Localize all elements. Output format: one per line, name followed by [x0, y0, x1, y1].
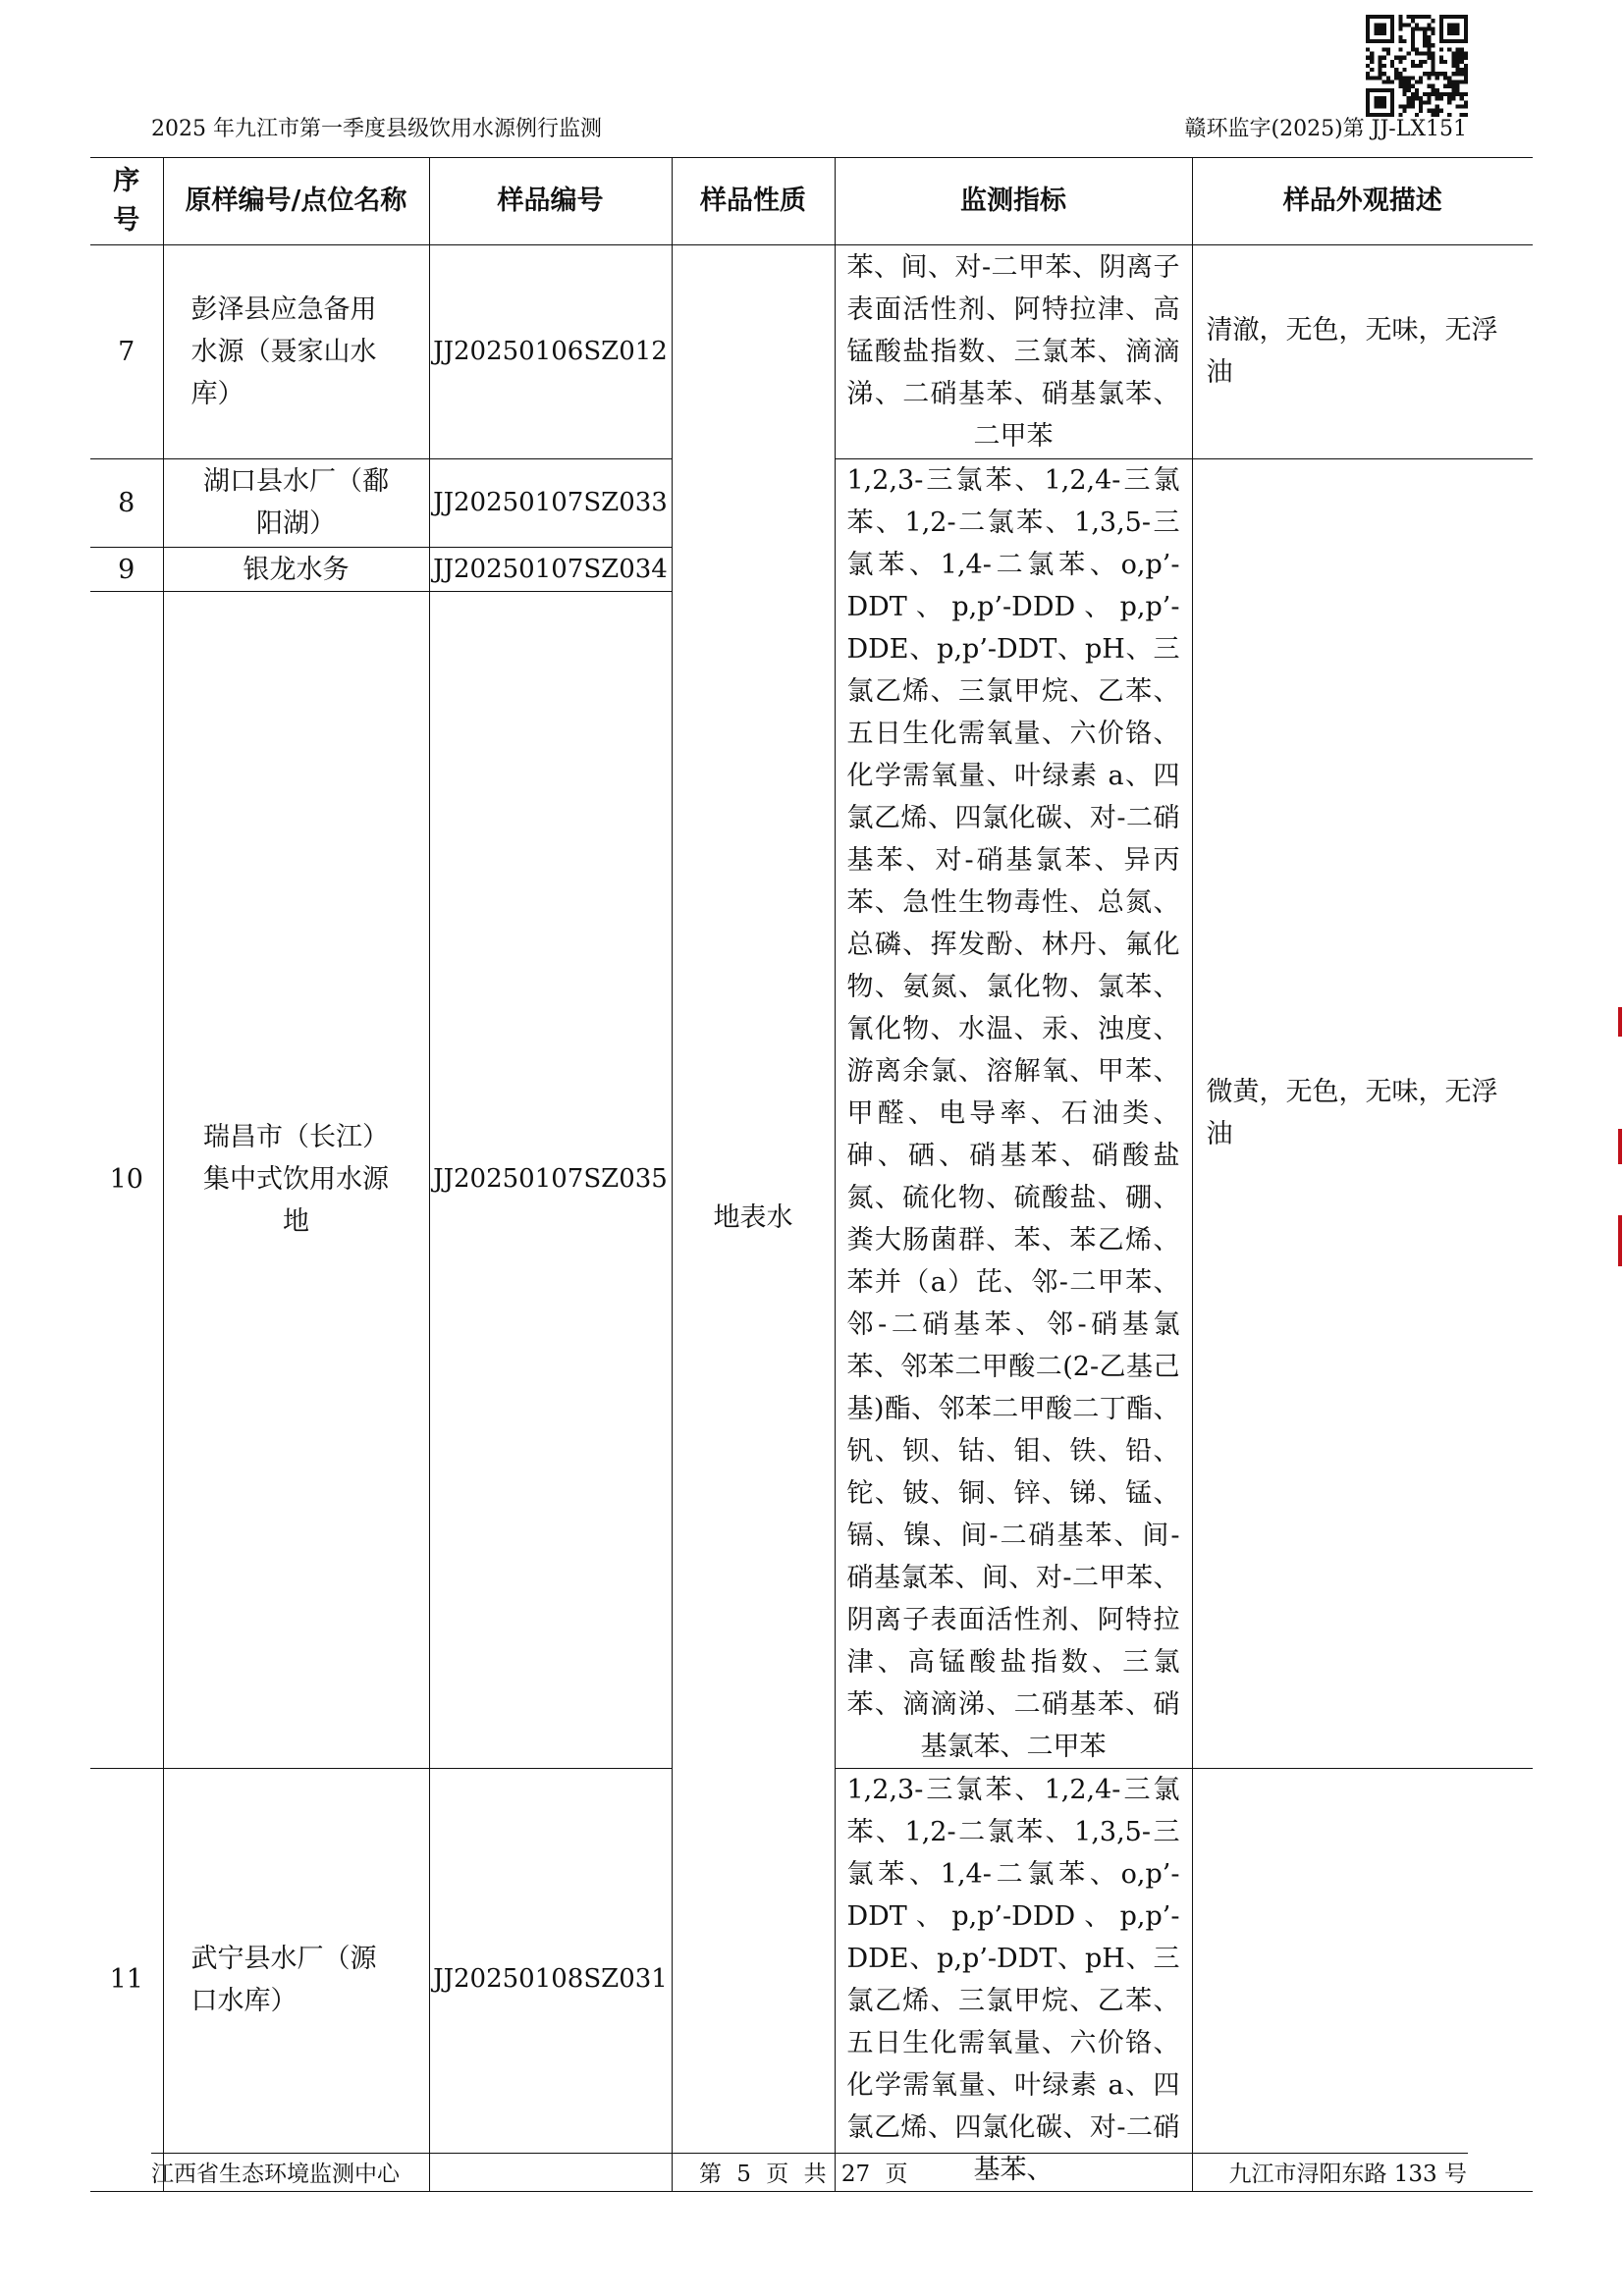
footer-address: 九江市浔阳东路 133 号 — [1228, 2162, 1467, 2187]
site-name: 湖口县水厂（鄱阳湖） — [163, 458, 429, 548]
appearance: 清澈，无色，无味，无浮油 — [1192, 244, 1533, 458]
appearance — [1192, 1768, 1533, 2191]
appearance: 微黄，无色，无味，无浮油 — [1192, 458, 1533, 1768]
col-header-nature: 样品性质 — [672, 158, 835, 244]
row-no: 10 — [90, 592, 163, 1768]
sample-nature: 地表水 — [672, 244, 835, 2191]
sample-id: JJ20250106SZ012 — [429, 244, 672, 458]
site-name: 瑞昌市（长江）集中式饮用水源地 — [163, 592, 429, 1768]
col-header-sample-id: 样品编号 — [429, 158, 672, 244]
indicators: 1,2,3-三氯苯、1,2,4-三氯苯、1,2-二氯苯、1,3,5-三氯苯、1,4-二氯苯、o,p’-DDT、p,p’-DDD、p,p’-DDE、p,p’-DDT、pH、三氯乙烯、三氯甲烷、乙苯、五日生化需氧量、六价铬、化学需氧量、叶绿素 a、四氯乙烯、四氯化碳、对-二硝基苯、对-硝基氯苯、异丙苯、急性生物毒性、总氮、总磷、挥发酚、林丹、氟化物、氨氮、氯化物、氯苯、氰化物、水温、汞、浊度、游离余氯、溶解氧、甲苯、甲醛、电导率、石油类、砷、硒、硝基苯、硝酸盐氮、硫化物、硫酸盐、硼、粪大肠菌群、苯、苯乙烯、苯并（a）芘、邻-二甲苯、邻-二硝基苯、邻-硝基氯苯、邻苯二甲酸二(2-乙基己基)酯、邻苯二甲酸二丁酯、钒、钡、钴、钼、铁、铅、铊、铍、铜、锌、锑、锰、镉、镍、间-二硝基苯、间-硝基氯苯、间、对-二甲苯、阴离子表面活性剂、阿特拉津、高锰酸盐指数、三氯苯、滴滴涕、二硝基苯、硝基氯苯、二甲苯 — [835, 458, 1192, 1768]
site-name: 武宁县水厂（源口水库） — [163, 1768, 429, 2191]
sample-id: JJ20250107SZ033 — [429, 458, 672, 548]
site-name: 银龙水务 — [163, 548, 429, 592]
edge-seal-mark — [1618, 1215, 1622, 1266]
table-row — [90, 244, 1533, 458]
page-number: 第 5 页 共 27 页 — [699, 2162, 908, 2187]
edge-seal-mark — [1618, 1129, 1622, 1164]
col-header-indicators: 监测指标 — [835, 158, 1192, 244]
footer-rule — [151, 2153, 1468, 2154]
col-header-no: 序号 — [90, 158, 163, 244]
col-header-name: 原样编号/点位名称 — [163, 158, 429, 244]
sample-table — [90, 158, 1533, 2192]
row-no: 7 — [90, 244, 163, 458]
edge-seal-mark — [1618, 1007, 1622, 1037]
qr-code — [1366, 15, 1468, 117]
indicators: 1,2,3-三氯苯、1,2,4-三氯苯、1,2-二氯苯、1,3,5-三氯苯、1,4-二氯苯、o,p’-DDT、p,p’-DDD、p,p’-DDE、p,p’-DDT、pH、三氯乙烯、三氯甲烷、乙苯、五日生化需氧量、六价铬、化学需氧量、叶绿素 a、四氯乙烯、四氯化碳、对-二硝基苯、 — [835, 1768, 1192, 2191]
sample-id: JJ20250107SZ034 — [429, 548, 672, 592]
report-title: 2025 年九江市第一季度县级饮用水源例行监测 — [151, 117, 602, 141]
row-no: 9 — [90, 548, 163, 592]
indicators: 苯、间、对-二甲苯、阴离子表面活性剂、阿特拉津、高锰酸盐指数、三氯苯、滴滴涕、二硝基苯、硝基氯苯、二甲苯 — [835, 244, 1192, 458]
footer-organization: 江西省生态环境监测中心 — [151, 2162, 400, 2187]
table-header-row — [90, 158, 1533, 244]
sample-id: JJ20250108SZ031 — [429, 1768, 672, 2191]
report-number: 赣环监字(2025)第 JJ-LX151 — [1184, 117, 1467, 141]
row-no: 8 — [90, 458, 163, 548]
site-name: 彭泽县应急备用水源（聂家山水库） — [163, 244, 429, 458]
sample-id: JJ20250107SZ035 — [429, 592, 672, 1768]
row-no: 11 — [90, 1768, 163, 2191]
col-header-appearance: 样品外观描述 — [1192, 158, 1533, 244]
